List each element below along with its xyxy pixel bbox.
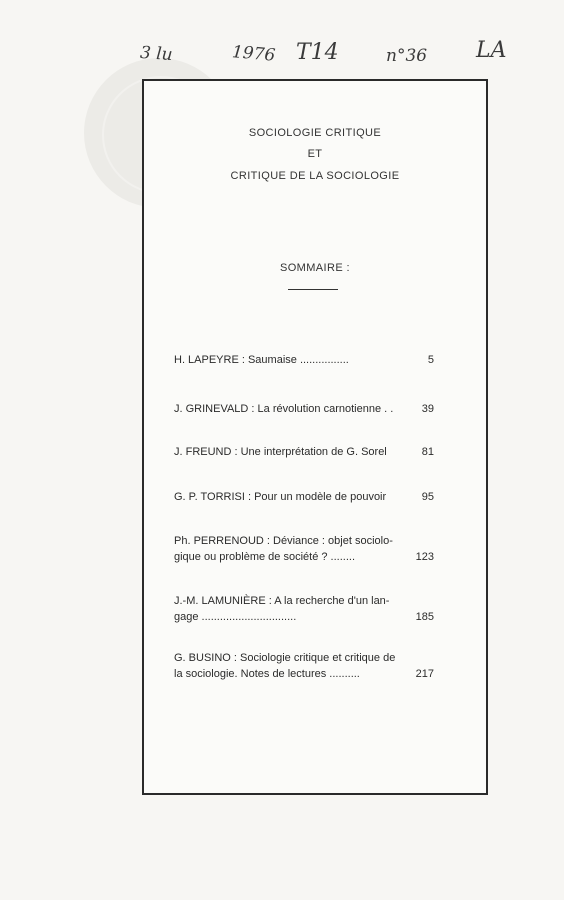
toc-page-number: 217 — [415, 668, 434, 680]
toc-entry-text: J. GRINEVALD : La révolution carnotienne . . — [174, 403, 394, 415]
toc-entry — [174, 533, 486, 565]
toc-entry — [174, 444, 486, 460]
toc-entry-text: Ph. PERRENOUD : Déviance : objet sociolo- — [174, 535, 393, 547]
toc-entry-text: J.-M. LAMUNIÈRE : A la recherche d'un lan- — [174, 595, 390, 607]
handwritten-note: T14 — [296, 40, 339, 65]
handwritten-note: n°36 — [386, 46, 428, 66]
toc-page-number: 81 — [421, 446, 434, 458]
toc-page-number: 185 — [415, 611, 434, 623]
toc-entry — [174, 401, 486, 417]
toc-entry — [174, 650, 486, 682]
toc-entry — [174, 593, 486, 625]
contents-frame — [142, 79, 488, 795]
toc-entry — [174, 352, 486, 368]
heading-rule — [288, 289, 338, 290]
toc-page-number: 95 — [421, 491, 434, 503]
toc-entry-text: J. FREUND : Une interprétation de G. Sorel — [174, 446, 387, 458]
issue-title-line-3: CRITIQUE DE LA SOCIOLOGIE — [230, 170, 400, 182]
handwritten-note: 1976 — [231, 42, 277, 66]
toc-entry-text: la sociologie. Notes de lectures .......... — [174, 668, 360, 680]
toc-entry-text: G. P. TORRISI : Pour un modèle de pouvoir — [174, 491, 387, 503]
toc-entry-text: gique ou problème de société ? ........ — [174, 551, 356, 563]
toc-entry-text: H. LAPEYRE : Saumaise ................ — [174, 354, 349, 366]
handwritten-note: LA — [476, 38, 507, 63]
toc-entry-text: gage ............................... — [174, 611, 297, 623]
handwritten-note: 3 lu — [139, 42, 174, 66]
toc-entry — [174, 489, 486, 505]
issue-title-line-1: SOCIOLOGIE CRITIQUE — [248, 127, 382, 139]
toc-page-number: 123 — [415, 551, 434, 563]
toc-page-number: 39 — [421, 403, 434, 415]
toc-entry-text: G. BUSINO : Sociologie critique et critique de — [174, 652, 396, 664]
issue-title-line-2: ET — [307, 148, 323, 160]
sommaire-heading: SOMMAIRE : — [279, 262, 350, 274]
toc-page-number: 5 — [427, 354, 434, 366]
